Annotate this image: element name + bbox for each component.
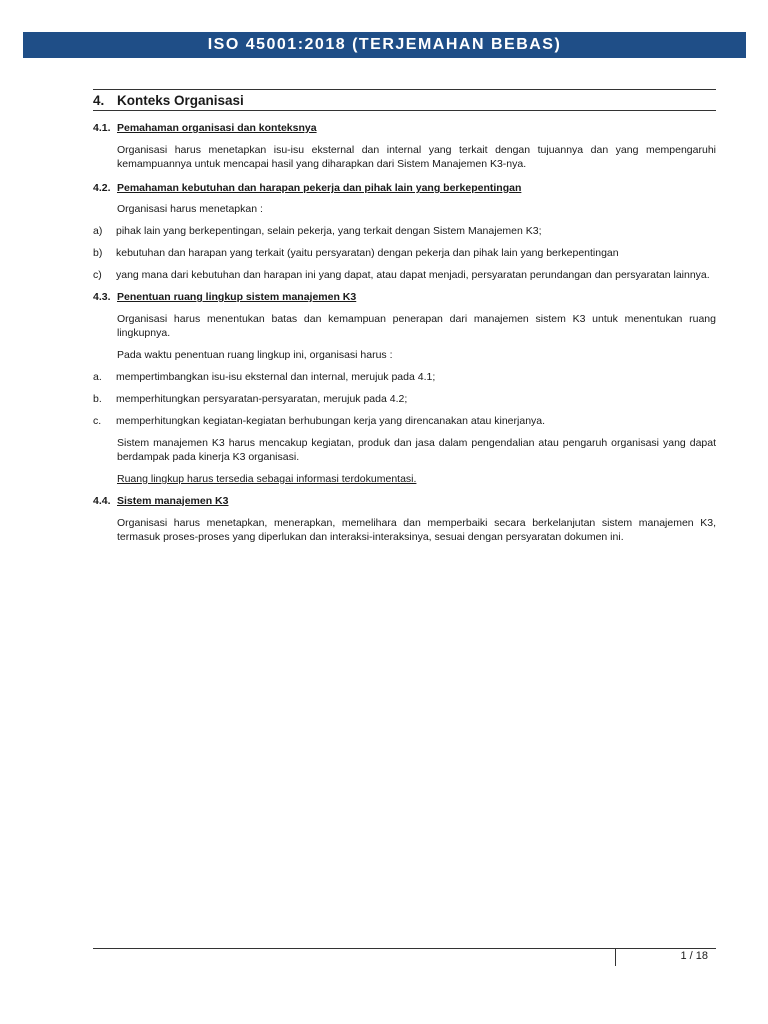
- list-text: memperhitungkan persyaratan-persyaratan, merujuk pada 4.2;: [116, 393, 408, 405]
- list-item: [93, 414, 716, 428]
- footer-divider: [93, 948, 716, 949]
- list-text: yang mana dari kebutuhan dan harapan ini yang dapat, atau dapat menjadi, persyaratan perundangan dan persyaratan lainnya.: [116, 269, 710, 281]
- list-text: mempertimbangkan isu-isu eksternal dan internal, merujuk pada 4.1;: [116, 371, 436, 383]
- section-number: 4.1.: [93, 122, 111, 134]
- section-4-3-scope-paragraph: Sistem manajemen K3 harus mencakup kegiatan, produk dan jasa dalam pengendalian atau pengaruh organisasi yang dapat berdampak pada kinerja K3 organisasi.: [117, 437, 716, 463]
- chapter-title: Konteks Organisasi: [117, 92, 244, 108]
- section-4-2-intro: Organisasi harus menetapkan :: [117, 203, 263, 215]
- list-marker: a): [93, 225, 103, 237]
- section-number: 4.4.: [93, 495, 111, 507]
- list-marker: c.: [93, 415, 102, 427]
- list-marker: b.: [93, 393, 102, 405]
- section-number: 4.2.: [93, 182, 111, 194]
- section-4-3-paragraph: Organisasi harus menentukan batas dan kemampuan penerapan dari manajemen sistem K3 untuk menentukan ruang lingkupnya.: [117, 313, 716, 339]
- section-title: Penentuan ruang lingkup sistem manajemen K3: [117, 291, 357, 303]
- document-header-banner: [23, 32, 746, 58]
- list-item: [93, 370, 716, 384]
- section-4-3-documentation-note: Ruang lingkup harus tersedia sebagai informasi terdokumentasi.: [117, 473, 417, 485]
- list-marker: b): [93, 247, 103, 259]
- list-marker: a.: [93, 371, 102, 383]
- section-4-4-heading: [93, 494, 716, 508]
- list-marker: c): [93, 269, 102, 281]
- section-title: Sistem manajemen K3: [117, 495, 229, 507]
- page-number: 1 / 18: [680, 950, 708, 962]
- document-body: [93, 89, 716, 544]
- footer-tick-mark: [615, 949, 616, 966]
- section-4-4-paragraph: Organisasi harus menetapkan, menerapkan, memelihara dan memperbaiki secara berkelanjutan sistem manajemen K3, termasuk proses-proses yang diperlukan dan interaksi-interaksinya, sesuai dengan persyaratan dokumen ini.: [117, 517, 716, 543]
- document-title: ISO 45001:2018 (TERJEMAHAN BEBAS): [207, 36, 562, 53]
- section-4-3-heading: [93, 290, 716, 304]
- list-item: [93, 392, 716, 406]
- chapter-heading: [93, 89, 716, 111]
- section-4-2-heading: [93, 181, 716, 195]
- list-item: [93, 224, 716, 238]
- list-text: pihak lain yang berkepentingan, selain pekerja, yang terkait dengan Sistem Manajemen K3;: [116, 225, 542, 237]
- section-title: Pemahaman organisasi dan konteksnya: [117, 122, 317, 134]
- section-4-3-intro: Pada waktu penentuan ruang lingkup ini, organisasi harus :: [117, 349, 393, 361]
- section-title: Pemahaman kebutuhan dan harapan pekerja dan pihak lain yang berkepentingan: [117, 182, 522, 194]
- list-text: memperhitungkan kegiatan-kegiatan berhubungan kerja yang direncanakan atau kinerjanya.: [116, 415, 546, 427]
- list-item: [93, 246, 716, 260]
- list-item: [93, 268, 716, 282]
- list-text: kebutuhan dan harapan yang terkait (yaitu persyaratan) dengan pekerja dan pihak lain yang berkepentingan: [116, 247, 619, 259]
- section-number: 4.3.: [93, 291, 111, 303]
- section-4-1-paragraph: Organisasi harus menetapkan isu-isu eksternal dan internal yang terkait dengan tujuannya dan yang mempengaruhi kemampuannya untuk mencapai hasil yang diharapkan dari Sistem Manajemen K3-nya.: [117, 144, 716, 170]
- section-4-1-heading: [93, 121, 716, 135]
- chapter-number: 4.: [93, 92, 105, 108]
